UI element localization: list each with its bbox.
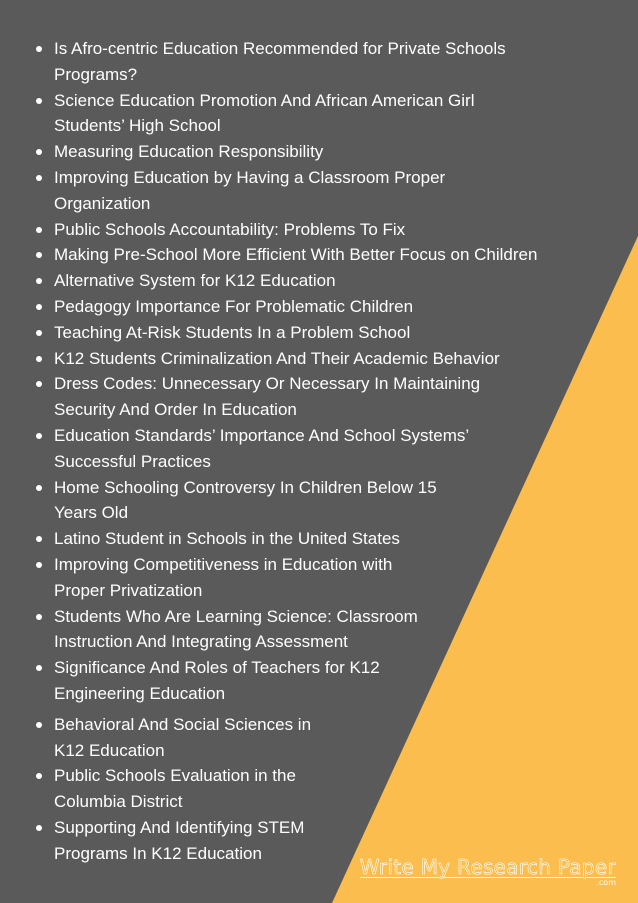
- list-item: [0, 604, 537, 656]
- list-item-line: Improving Competitiveness in Education with: [54, 554, 393, 574]
- list-item-line: Is Afro-centric Education Recommended for Private Schools: [54, 39, 506, 58]
- list-item-line: Measuring Education Responsibility: [54, 142, 324, 162]
- list-item-line: Students’ High School: [54, 116, 221, 136]
- list-item-line: Improving Education by Having a Classroom Proper: [54, 167, 446, 187]
- list-item: [0, 268, 537, 294]
- topic-list: [0, 36, 537, 867]
- list-item-line: Public Schools Accountability: Problems To Fix: [54, 219, 406, 239]
- list-item: [0, 165, 537, 217]
- list-item-line: Making Pre-School More Efficient With Better Focus on Children: [54, 245, 538, 265]
- list-item: [0, 88, 537, 140]
- list-item: [0, 294, 537, 320]
- brand-logo: [360, 856, 616, 887]
- list-item-line: Home Schooling Controversy In Children Below 15: [54, 477, 437, 497]
- list-item-line: K12 Education: [54, 740, 165, 760]
- list-item-line: Years Old: [54, 503, 129, 523]
- list-item-line: Dress Codes: Unnecessary Or Necessary In Maintaining: [54, 374, 481, 394]
- list-item: [0, 36, 537, 88]
- list-item: [0, 242, 537, 268]
- list-item-line: Engineering Education: [54, 683, 226, 703]
- list-item: [0, 552, 537, 604]
- list-item-line: K12 Students Criminalization And Their Academic Behavior: [54, 348, 500, 368]
- list-item: [0, 320, 537, 346]
- list-item-line: Columbia District: [54, 792, 183, 812]
- list-item-line: Instruction And Integrating Assessment: [54, 632, 348, 652]
- list-item-line: Proper Privatization: [54, 580, 203, 600]
- list-item: [0, 763, 537, 815]
- list-item: [0, 712, 537, 764]
- list-item-line: Students Who Are Learning Science: Classroom: [54, 606, 418, 626]
- list-item: [0, 526, 537, 552]
- list-item-line: Programs?: [54, 64, 138, 84]
- list-item-line: Latino Student in Schools in the United States: [54, 529, 400, 549]
- list-item-line: Security And Order In Education: [54, 400, 297, 420]
- list-item-line: Programs In K12 Education: [54, 843, 262, 863]
- list-item: [0, 655, 537, 707]
- brand-tld: .com: [596, 878, 616, 887]
- list-item-line: Alternative System for K12 Education: [54, 271, 336, 291]
- list-item: [0, 423, 537, 475]
- list-item-line: Successful Practices: [54, 451, 211, 471]
- list-item: [0, 346, 537, 372]
- list-item-line: Behavioral And Social Sciences in: [54, 714, 312, 734]
- list-item: [0, 371, 537, 423]
- list-item-line: Public Schools Evaluation in the: [54, 766, 296, 786]
- brand-name: Write My Research Paper: [359, 855, 616, 879]
- list-item-line: Supporting And Identifying STEM: [54, 817, 305, 837]
- list-item-line: Organization: [54, 193, 151, 213]
- list-item-line: Teaching At-Risk Students In a Problem School: [54, 322, 411, 342]
- list-item: [0, 217, 537, 243]
- list-item: [0, 475, 537, 527]
- list-item: [0, 139, 537, 165]
- list-item-line: Significance And Roles of Teachers for K12: [54, 658, 380, 678]
- list-item-line: Pedagogy Importance For Problematic Children: [54, 296, 414, 316]
- list-item-line: Education Standards’ Importance And School Systems’: [54, 425, 470, 445]
- list-item-line: Science Education Promotion And African American Girl: [54, 90, 475, 110]
